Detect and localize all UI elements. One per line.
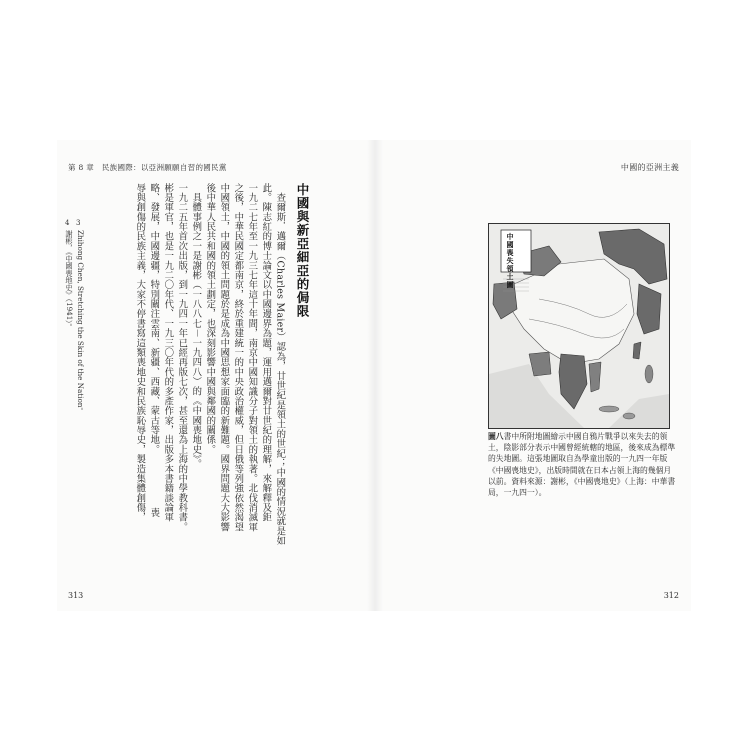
- body-column: 此。陳志紅的博士論文以中國邊界為題，運用邁爾對廿世紀的理解，來解釋及鉅: [260, 183, 272, 523]
- page-number-right: 312: [663, 591, 679, 600]
- body-column: 一九二五年首次出版，到一九四一年已經再版七次，甚至還為上海的中學教科書。: [176, 183, 188, 532]
- body-column: 後中華人民共和國的領土劃定，也深刻影響中國與鄰國的關係。: [204, 183, 216, 455]
- caption-label: 圖八: [488, 432, 504, 441]
- section-title: 中國與新亞細亞的侷限: [295, 183, 310, 318]
- running-header-right: 中國的亞洲主義: [620, 163, 679, 172]
- body-column: 略、發展，中國邊疆，特別關注雲南、新疆、西藏、蒙古等地。 喪: [148, 183, 160, 518]
- running-header-left: 第 8 章 民族國際：以亞洲願願自習的國民黨: [68, 163, 227, 172]
- page-number-left: 313: [68, 591, 84, 600]
- caption-text: 書中所附地圖繪示中國自鴉片戰爭以來失去的領土，陰影部分表示中國曾經統轄的地區，後來成為標準的失地圖。這張地圖取自為學童出版的一九四一年版《中國喪地史》，出版時間就在日本占領上海的幾個月以前。資料來源：謝彬，《中國喪地史》（上海：中華書局，一九四一）。: [488, 432, 676, 498]
- footnote-number: 4: [65, 219, 70, 227]
- footnote: Zhihong Chen, Stretching the Skin of the Nation。: [76, 230, 85, 415]
- map-illustration: [489, 224, 669, 428]
- body-column: 具體事例之一是謝彬（一八八七－一九四八）的《中國喪地史》。: [190, 183, 202, 469]
- body-column: 中國領土，中國的領土問題於是成為中國思想家面臨的新難題。國界問題大大影響: [218, 183, 230, 532]
- footnote-number: 3: [76, 219, 81, 227]
- body-column: 彬是軍官，也是一九二〇年代、一九三〇年代的多產作家，出版多本書籍談論軍: [162, 183, 174, 523]
- book-spread: [57, 140, 691, 611]
- body-column: 之後，中華民國定都南京，終於重建統一的中央政治權威，但日俄等列強依然渴望: [232, 183, 244, 532]
- footnote: 謝彬，《中國喪地史》（1941）。: [65, 230, 74, 332]
- historical-map: [488, 223, 670, 429]
- map-title: 中國喪失領土圖: [506, 233, 515, 289]
- body-column: 一九二七年至一九三七年這十年間，南京中國知識分子對領土的執著。北伐消滅軍: [246, 183, 258, 532]
- body-column: 查爾斯．邁爾（Charles Maier）認為，廿世紀是領土的世紀；中國的情況就是如: [274, 183, 286, 546]
- left-page: [57, 140, 373, 611]
- right-page: [375, 140, 691, 611]
- body-column: 辱與創傷的民族主義，大家不停書寫這類喪地史和民族恥辱史，製造集體創傷，: [134, 183, 146, 523]
- figure-caption: [488, 431, 678, 498]
